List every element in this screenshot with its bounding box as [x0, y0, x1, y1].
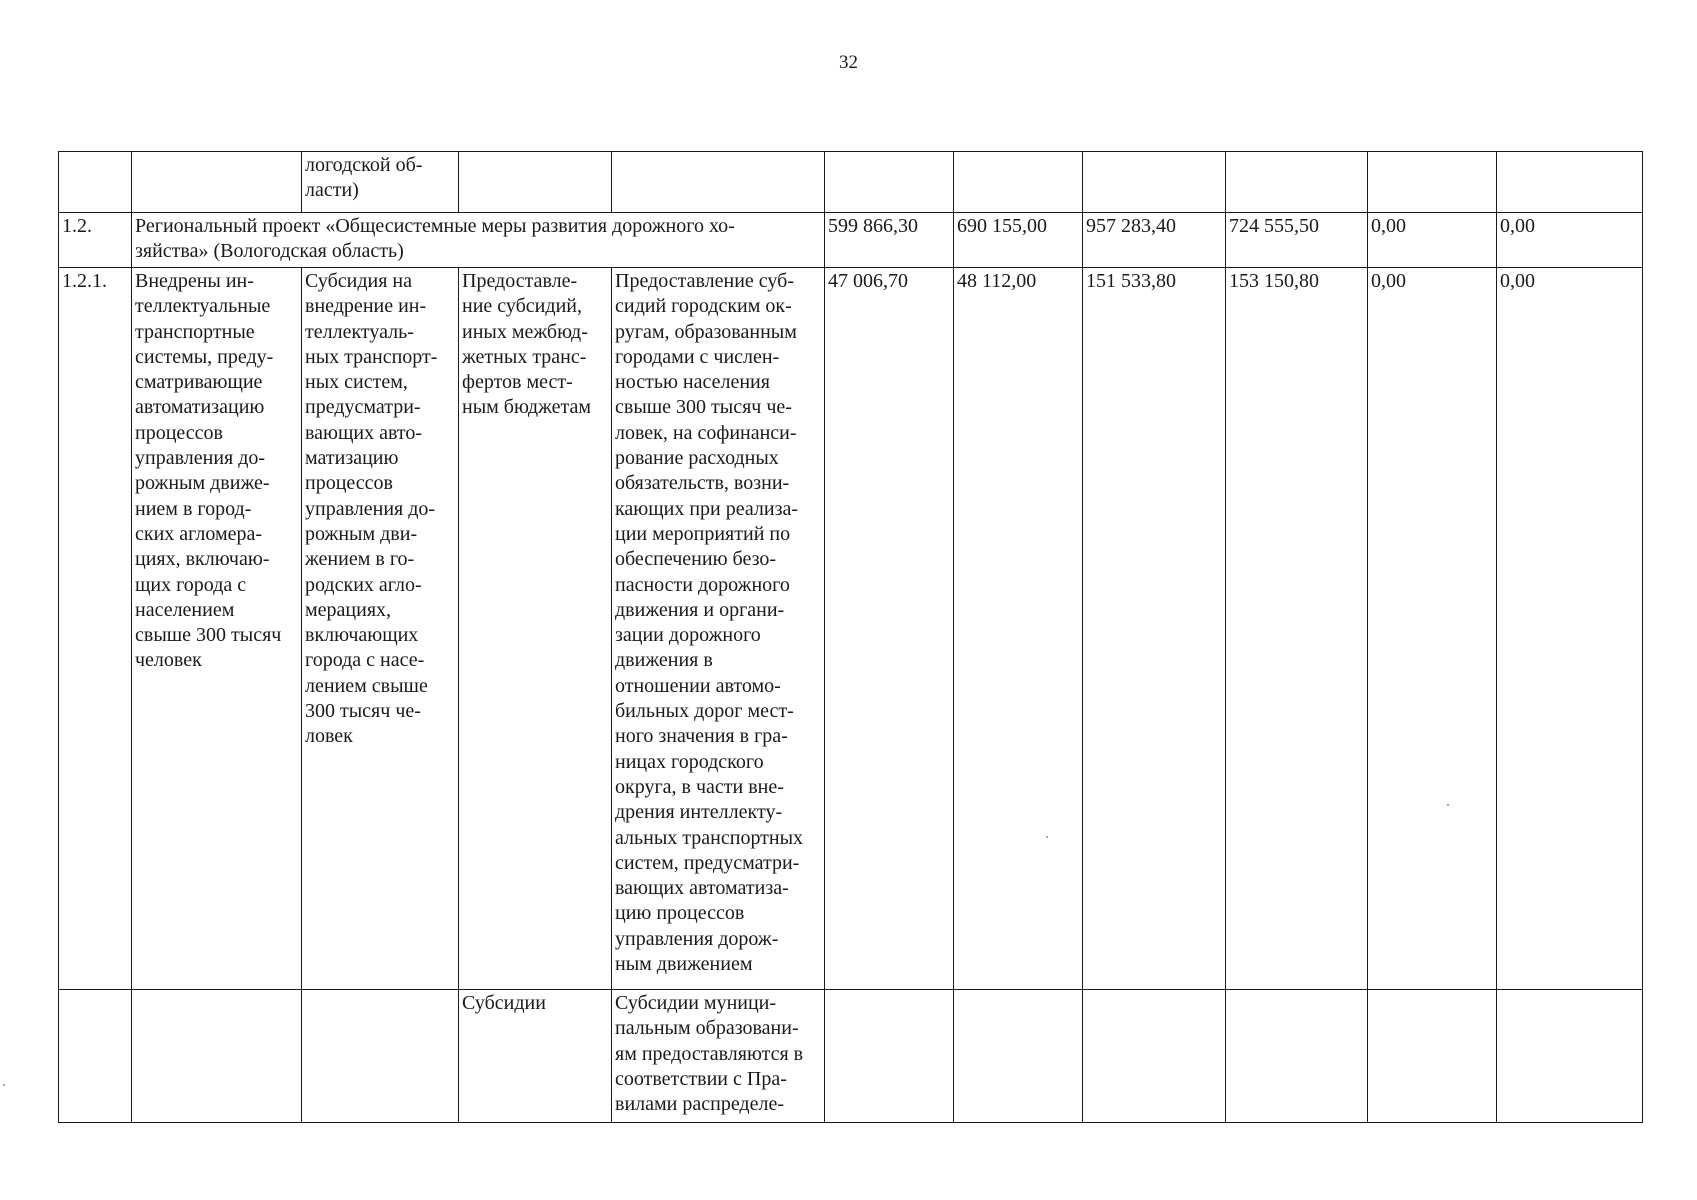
amount-cell: 47 006,70 [825, 268, 954, 990]
row-number: 1.2. [59, 213, 132, 268]
table-cell [1226, 152, 1368, 213]
type-cell: Предоставле- ние субсидий, иных межбюд- жетных транс- фертов мест- ным бюджетам [459, 268, 612, 990]
budget-table [58, 151, 1643, 1123]
amount-cell: 599 866,30 [825, 213, 954, 268]
table-cell [1497, 990, 1643, 1123]
table-cell [1083, 990, 1226, 1123]
table-cell [612, 152, 825, 213]
project-title: Региональный проект «Общесистемные меры развития дорожного хо- зяйства» (Вологодская область) [132, 213, 825, 268]
scan-speck [1447, 804, 1449, 806]
amount-cell: 0,00 [1368, 268, 1497, 990]
table-cell [825, 990, 954, 1123]
table-cell [132, 990, 302, 1123]
table-cell [59, 990, 132, 1123]
table-cell [59, 152, 132, 213]
amount-cell: 153 150,80 [1226, 268, 1368, 990]
table-row [59, 213, 1643, 268]
table-cell: логодской об- ласти) [302, 152, 459, 213]
table-cell [825, 152, 954, 213]
table-row [59, 268, 1643, 990]
amount-cell: 0,00 [1497, 213, 1643, 268]
row-number: 1.2.1. [59, 268, 132, 990]
table-row [59, 990, 1643, 1123]
description-cell: Субсидии муници- пальным образовани- ям предоставляются в соответствии с Пра- вилами распределе- [612, 990, 825, 1123]
type-cell: Субсидии [459, 990, 612, 1123]
scan-speck [3, 1084, 5, 1086]
amount-cell: 0,00 [1368, 213, 1497, 268]
amount-cell: 0,00 [1497, 268, 1643, 990]
table-cell [132, 152, 302, 213]
measure-cell: Субсидия на внедрение ин- теллектуаль- ных транспорт- ных систем, предусматри- вающих авто- матизацию процессов управления до- рожным дви- жением в го- родских агло- мерациях, включающих города с насе- лением свыше 300 тысяч че- ловек [302, 268, 459, 990]
amount-cell: 690 155,00 [954, 213, 1083, 268]
scan-speck [1046, 836, 1048, 838]
table-row [59, 152, 1643, 213]
amount-cell: 957 283,40 [1083, 213, 1226, 268]
amount-cell: 724 555,50 [1226, 213, 1368, 268]
table-cell [1226, 990, 1368, 1123]
page-number: 32 [839, 52, 858, 73]
result-cell: Внедрены ин- теллектуальные транспортные системы, преду- сматривающие автоматизацию процессов управления до- рожным движе- нием в город- ских агломера- циях, включаю- щих города с населением свыше 300 тысяч человек [132, 268, 302, 990]
table-cell [1083, 152, 1226, 213]
table-cell [1368, 990, 1497, 1123]
table-cell [302, 990, 459, 1123]
description-cell: Предоставление суб- сидий городским ок- ругам, образованным городами с числен- ностью населения свыше 300 тысяч че- ловек, на софинанси- рование расходных обязательств, возни- кающих при реализа- ции мероприятий по обеспечению безо- пасности дорожного движения и органи- зации дорожного движения в отношении автомо- бильных дорог мест- ного значения в гра- ницах городского округа, в части вне- дрения интеллекту- альных транспортных систем, предусматри- вающих автоматиза- цию процессов управления дорож- ным движением [612, 268, 825, 990]
table-cell [954, 990, 1083, 1123]
table-cell [954, 152, 1083, 213]
table-cell [1497, 152, 1643, 213]
table-cell [459, 152, 612, 213]
amount-cell: 48 112,00 [954, 268, 1083, 990]
amount-cell: 151 533,80 [1083, 268, 1226, 990]
table-cell [1368, 152, 1497, 213]
